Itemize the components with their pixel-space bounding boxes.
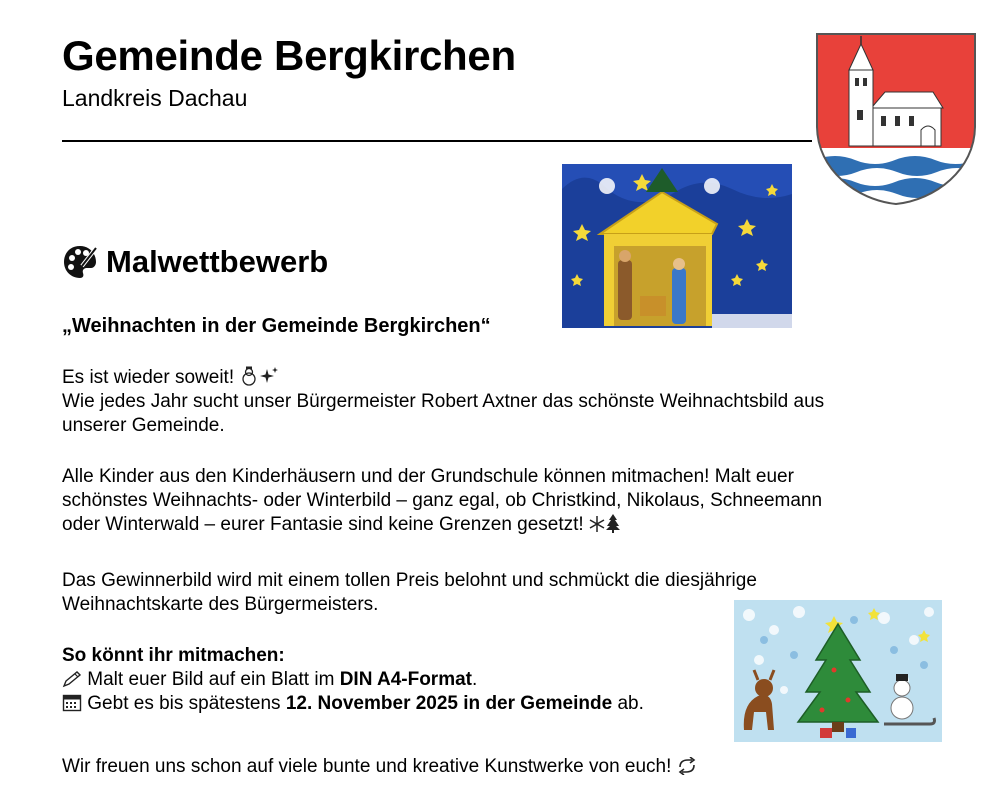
howto-heading: So könnt ihr mitmachen: (62, 645, 285, 666)
christmas-tree-drawing (734, 600, 942, 742)
section-heading (62, 244, 328, 280)
snowman-icon (239, 366, 259, 386)
prize-line-2: Weihnachtskarte des Bürgermeisters. (62, 594, 379, 615)
crest (815, 30, 977, 206)
step-2-prefix: Gebt es bis spätestens (87, 693, 281, 714)
intro-line-2: Wie jedes Jahr sucht unser Bürgermeister Robert Axtner das schönste Weihnachtsbild aus (62, 391, 825, 412)
step-1-format: DIN A4-Format (339, 669, 472, 690)
howto-section (62, 644, 722, 716)
closing-text: Wir freuen uns schon auf viele bunte und kreative Kunstwerke von euch! (62, 756, 672, 777)
step-2-suffix: ab. (617, 693, 644, 714)
closing-paragraph (62, 755, 822, 779)
tree-icon (605, 513, 621, 533)
pencil-icon (62, 670, 82, 688)
participation-line-1: Alle Kinder aus den Kinderhäusern und der Grundschule können mitmachen! Malt euer (62, 466, 794, 487)
nativity-drawing (562, 164, 792, 328)
intro-line-1: Es ist wieder soweit! (62, 367, 235, 388)
step-2-deadline: 12. November 2025 in der Gemeinde (285, 693, 613, 714)
participation-paragraph (62, 465, 922, 537)
intro-paragraph (62, 366, 922, 438)
sparkles-icon (259, 366, 279, 386)
cycle-arrows-icon (677, 757, 697, 775)
header-divider (62, 140, 812, 142)
heading-text: Malwettbewerb (106, 244, 329, 279)
prize-paragraph (62, 569, 842, 617)
participation-line-3: oder Winterwald – eurer Fantasie sind keine Grenzen gesetzt! (62, 514, 584, 535)
snowflake-icon (589, 515, 605, 533)
step-2 (62, 692, 722, 716)
page-subtitle: Landkreis Dachau (62, 85, 248, 111)
step-1-prefix: Malt euer Bild auf ein Blatt im (87, 669, 335, 690)
participation-line-2: schönstes Weihnachts- oder Winterbild – ganz egal, ob Christkind, Nikolaus, Schneemann (62, 490, 823, 511)
page-title: Gemeinde Bergkirchen (62, 32, 516, 79)
prize-line-1: Das Gewinnerbild wird mit einem tollen Preis belohnt und schmückt die diesjährige (62, 570, 757, 591)
step-1-suffix: . (472, 669, 478, 690)
competition-title: „Weihnachten in der Gemeinde Bergkirchen“ (62, 315, 491, 337)
palette-icon (62, 244, 98, 280)
step-1 (62, 668, 722, 692)
intro-line-3: unserer Gemeinde. (62, 415, 225, 436)
calendar-icon (62, 694, 82, 712)
